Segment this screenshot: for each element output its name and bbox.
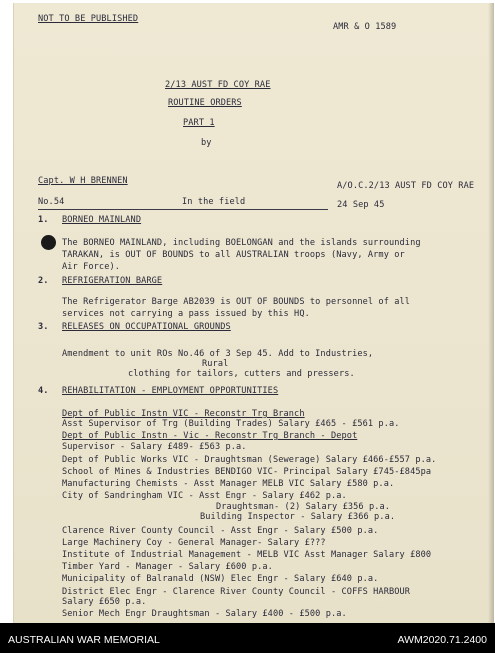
location: In the field bbox=[182, 197, 246, 207]
section-2-number: 2. bbox=[38, 276, 49, 286]
section-1-line: The BORNEO MAINLAND, including BOELONGAN and the islands surrounding bbox=[62, 238, 421, 248]
job-listing: Building Inspector - Salary £366 p.a. bbox=[200, 512, 396, 522]
not-published-notice: NOT TO BE PUBLISHED bbox=[38, 14, 139, 24]
section-4-heading: REHABILITATION - EMPLOYMENT OPPORTUNITIES bbox=[62, 386, 279, 396]
section-3-number: 3. bbox=[38, 322, 49, 332]
job-listing: Dept of Public Instn - Vic - Reconstr Trg Branch - Depot bbox=[62, 431, 358, 441]
job-listing: Supervisor - Salary £489- £563 p.a. bbox=[62, 442, 247, 452]
header-rule bbox=[38, 209, 328, 210]
job-listing: Clarence River County Council - Asst Engr - Salary £500 p.a. bbox=[62, 526, 379, 536]
section-3-line: clothing for tailors, cutters and pressers. bbox=[128, 369, 355, 379]
section-1-number: 1. bbox=[38, 215, 49, 225]
section-1-line: Air Force). bbox=[62, 262, 121, 272]
document-title: ROUTINE ORDERS bbox=[168, 98, 242, 108]
job-listing: Dept of Public Works VIC - Draughtsman (Sewerage) Salary £466-£557 p.a. bbox=[62, 455, 437, 465]
job-listing: Institute of Industrial Management - MELB VIC Asst Manager Salary £800 bbox=[62, 550, 432, 560]
job-listing: Dept of Public Instn VIC - Reconstr Trg Branch bbox=[62, 409, 305, 419]
job-listing: Asst Supervisor of Trg (Building Trades) Salary £465 - £561 p.a. bbox=[62, 419, 400, 429]
section-3-line: Rural bbox=[202, 359, 229, 369]
section-2-line: services not carrying a pass issued by this HQ. bbox=[62, 309, 310, 319]
job-listing: Large Machinery Coy - General Manager- Salary £??? bbox=[62, 538, 326, 548]
punch-hole bbox=[41, 235, 56, 250]
part-label: PART 1 bbox=[183, 118, 215, 128]
section-3-heading: RELEASES ON OCCUPATIONAL GROUNDS bbox=[62, 322, 231, 332]
job-listing: Senior Mech Engr Draughtsman - Salary £400 - £500 p.a. bbox=[62, 609, 347, 619]
orders-number: No.54 bbox=[38, 197, 65, 207]
archive-name: AUSTRALIAN WAR MEMORIAL bbox=[8, 634, 160, 646]
by-label: by bbox=[201, 138, 212, 148]
archive-accession-number: AWM2020.71.2400 bbox=[397, 634, 487, 646]
job-listing: Manufacturing Chemists - Asst Manager MELB VIC Salary £580 p.a. bbox=[62, 479, 395, 489]
section-1-heading: BORNEO MAINLAND bbox=[62, 215, 142, 225]
job-listing: School of Mines & Industries BENDIGO VIC- Principal Salary £745-£845pa bbox=[62, 467, 432, 477]
section-1-line: TARAKAN, is OUT OF BOUNDS to all AUSTRALIAN troops (Navy, Army or bbox=[62, 250, 405, 260]
job-listing: District Elec Engr - Clarence River County Council - COFFS HARBOUR bbox=[62, 587, 411, 597]
officer-name: Capt. W H BRENNEN bbox=[38, 176, 128, 186]
document-reference: AMR & O 1589 bbox=[333, 22, 397, 32]
job-listing: City of Sandringham VIC - Asst Engr - Salary £462 p.a. bbox=[62, 491, 347, 501]
section-3-line: Amendment to unit ROs No.46 of 3 Sep 45. Add to Industries, bbox=[62, 349, 374, 359]
order-date: 24 Sep 45 bbox=[337, 200, 385, 210]
job-listing: Timber Yard - Manager - Salary £600 p.a. bbox=[62, 562, 273, 572]
officer-role: A/O.C.2/13 AUST FD COY RAE bbox=[337, 181, 475, 191]
section-4-number: 4. bbox=[38, 386, 49, 396]
job-listing: Draughtsman- (2) Salary £356 p.a. bbox=[216, 502, 391, 512]
section-2-line: The Refrigerator Barge AB2039 is OUT OF BOUNDS to personnel of all bbox=[62, 297, 411, 307]
archive-footer bbox=[0, 623, 495, 653]
job-listing: Salary £650 p.a. bbox=[62, 597, 147, 607]
section-2-heading: REFRIGERATION BARGE bbox=[62, 276, 163, 286]
unit-name: 2/13 AUST FD COY RAE bbox=[165, 80, 271, 90]
job-listing: Municipality of Balranald (NSW) Elec Engr - Salary £640 p.a. bbox=[62, 574, 379, 584]
